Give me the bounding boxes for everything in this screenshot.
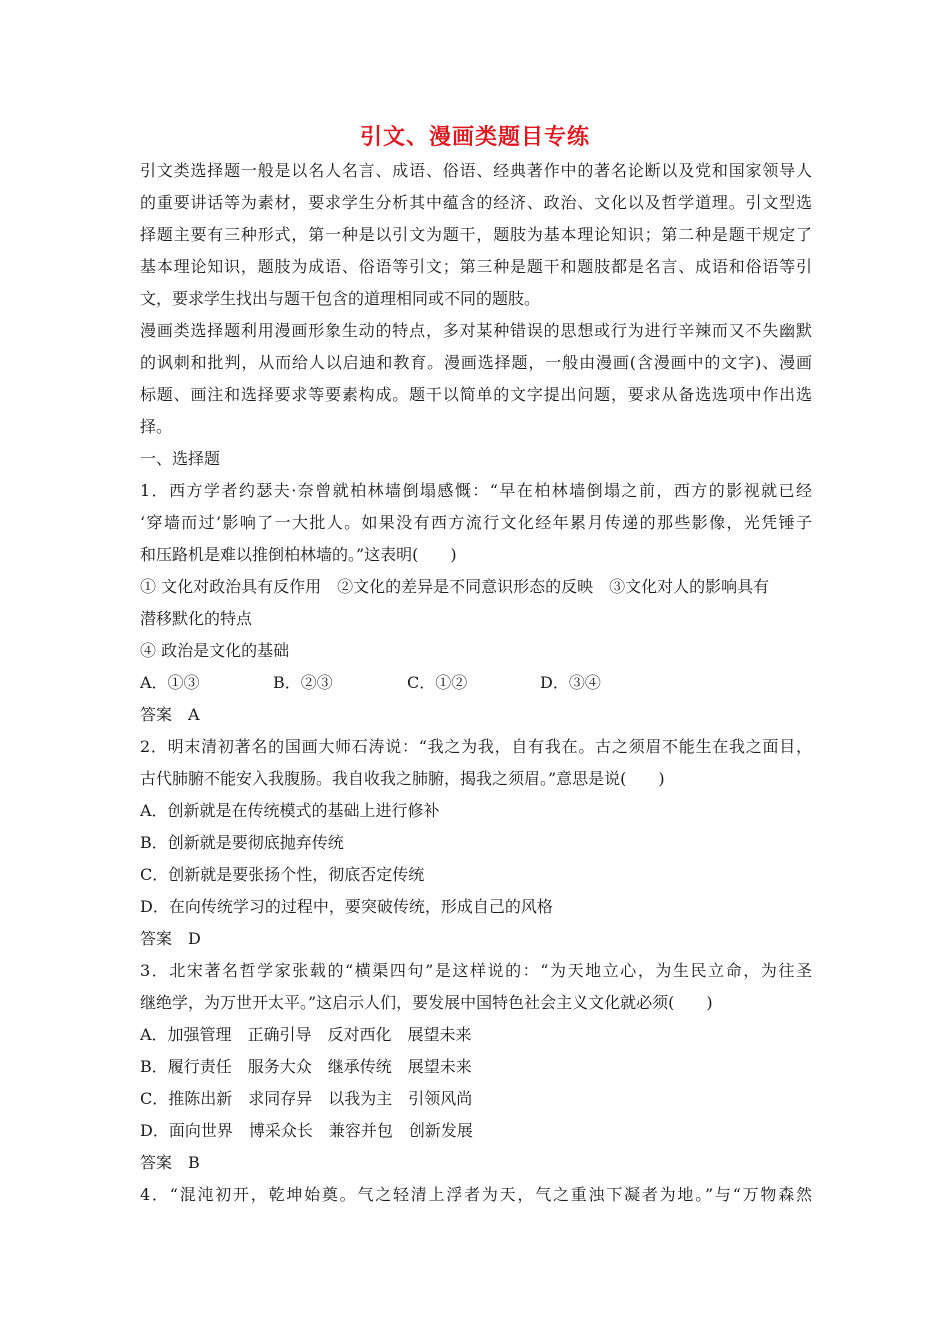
question-stem-line: ‘穿墙而过’影响了一大批人。如果没有西方流行文化经年累月传递的那些影像，光凭锤子 — [140, 513, 812, 532]
question-3 — [140, 955, 812, 1179]
statement-line: 潜移默化的特点 — [140, 609, 253, 628]
option-line: A．创新就是在传统模式的基础上进行修补 — [140, 801, 440, 820]
option-line: A．加强管理 正确引导 反对西化 展望未来 — [140, 1025, 472, 1044]
option-line: B．履行责任 服务大众 继承传统 展望未来 — [140, 1057, 472, 1076]
choice-a: A．①③ — [140, 673, 200, 692]
question-stem-line: 古代肺腑不能安入我腹肠。我自收我之肺腑，揭我之须眉。”意思是说( ) — [140, 769, 665, 788]
text-line: 的重要讲话等为素材，要求学生分析其中蕴含的经济、政治、文化以及哲学道理。引文型选 — [140, 193, 812, 212]
text-line: 引文类选择题一般是以名人名言、成语、俗语、经典著作中的著名论断以及党和国家领导人 — [140, 161, 812, 180]
statement-line: ① 文化对政治具有反作用 ②文化的差异是不同意识形态的反映 ③文化对人的影响具有 — [140, 577, 770, 596]
question-stem-line: 4．“混沌初开，乾坤始奠。气之轻清上浮者为天，气之重浊下凝者为地。”与“万物森然 — [140, 1185, 812, 1204]
statement-line: ④ 政治是文化的基础 — [140, 641, 290, 660]
question-4 — [140, 1179, 812, 1211]
answer-line: 答案 A — [140, 705, 200, 724]
choice-c: C．①② — [407, 673, 468, 692]
question-stem-line: 2．明末清初著名的国画大师石涛说：“我之为我，自有我在。古之须眉不能生在我之面目， — [140, 737, 812, 756]
page-title: 引文、漫画类题目专练 — [359, 125, 590, 150]
text-line: 文，要求学生找出与题干包含的道理相同或不同的题肢。 — [140, 289, 541, 308]
choice-d: D．③④ — [540, 673, 601, 692]
intro-paragraph — [140, 155, 812, 443]
section-heading: 一、选择题 — [140, 449, 221, 468]
answer-choices — [140, 667, 812, 699]
question-1 — [140, 475, 812, 731]
text-line: 基本理论知识，题肢为成语、俗语等引文；第三种是题干和题肢都是名言、成语和俗语等引 — [140, 257, 812, 276]
text-line: 标题、画注和选择要求等要素构成。题干以简单的文字提出问题，要求从备选选项中作出选 — [140, 385, 812, 404]
text-line: 的讽刺和批判，从而给人以启迪和教育。漫画选择题，一般由漫画(含漫画中的文字)、漫画 — [140, 353, 812, 372]
answer-line: 答案 D — [140, 929, 201, 948]
question-2 — [140, 731, 812, 955]
question-stem-line: 1．西方学者约瑟夫·奈曾就柏林墙倒塌感慨：“早在柏林墙倒塌之前，西方的影视就已经 — [140, 481, 812, 500]
document-body — [140, 155, 812, 1211]
question-stem-line: 3．北宋著名哲学家张载的“横渠四句”是这样说的：“为天地立心，为生民立命，为往圣 — [140, 961, 812, 980]
answer-line: 答案 B — [140, 1153, 200, 1172]
option-line: C．创新就是要张扬个性，彻底否定传统 — [140, 865, 425, 884]
option-line: C．推陈出新 求同存异 以我为主 引领风尚 — [140, 1089, 473, 1108]
text-line: 择题主要有三种形式，第一种是以引文为题干，题肢为基本理论知识；第二种是题干规定了 — [140, 225, 812, 244]
option-line: B．创新就是要彻底抛弃传统 — [140, 833, 344, 852]
question-stem-line: 和压路机是难以推倒柏林墙的。”这表明( ) — [140, 545, 457, 564]
choice-b: B．②③ — [273, 673, 333, 692]
option-line: D．面向世界 博采众长 兼容并包 创新发展 — [140, 1121, 473, 1140]
question-stem-line: 继绝学，为万世开太平。”这启示人们，要发展中国特色社会主义文化就必须( ) — [140, 993, 713, 1012]
text-line: 择。 — [140, 417, 173, 436]
text-line: 漫画类选择题利用漫画形象生动的特点，多对某种错误的思想或行为进行辛辣而又不失幽默 — [140, 321, 812, 340]
option-line: D．在向传统学习的过程中，要突破传统，形成自己的风格 — [140, 897, 553, 916]
